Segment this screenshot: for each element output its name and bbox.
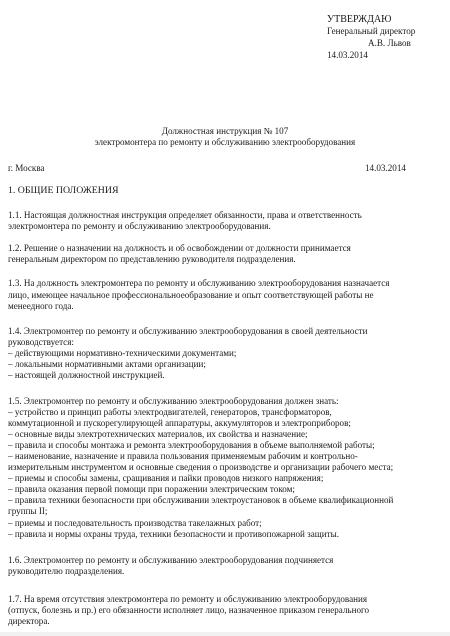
- approval-position: Генеральный директор: [327, 26, 416, 36]
- paragraph-line: 1.1. Настоящая должностная инструкция определяет обязанности, права и ответственность: [8, 210, 362, 220]
- list-item: – устройство и принцип работы электродвигателей, генераторов, трансформаторов,: [8, 407, 332, 417]
- list-item: – наименование, назначение и правила пользования применяемым рабочим и контрольно-: [8, 451, 358, 461]
- list-item: – правила техники безопасности при обслуживании электроустановок в объеме квалификационной: [8, 495, 394, 505]
- place: г. Москва: [8, 163, 45, 173]
- list-item: – приемы и способы замены, сращивания и пайки проводов низкого напряжения;: [8, 473, 324, 483]
- list-item: – локальными нормативными актами организации;: [8, 359, 206, 369]
- approval-date: 14.03.2014: [327, 50, 368, 60]
- list-item: – приемы и последовательность производства такелажных работ;: [8, 518, 262, 528]
- list-item: группы II;: [8, 506, 48, 516]
- paragraph-line: менеедного года.: [8, 301, 74, 311]
- paragraph-line: электромонтера по ремонту и обслуживанию электрооборудования.: [8, 221, 271, 231]
- paragraph-line: руководствуется:: [8, 337, 74, 347]
- list-item: – настоящей должностной инструкцией.: [8, 370, 165, 380]
- paragraph-line: 1.5. Электромонтер по ремонту и обслуживанию электрооборудования должен знать:: [8, 396, 339, 406]
- doc-subtitle: электромонтера по ремонту и обслуживанию электрооборудования: [94, 137, 356, 147]
- list-item: измерительным инструментом и основные сведения о производстве и организации рабочего места;: [8, 462, 394, 472]
- list-item: коммутационной и пускорегулирующей аппаратуры, аккумуляторов и электроприборов;: [8, 418, 351, 428]
- list-item: – действующими нормативно-техническими документами;: [8, 348, 237, 358]
- doc-title: Должностная инструкция № 107: [161, 126, 289, 136]
- paragraph-line: 1.2. Решение о назначении на должность и об освобождении от должности принимается: [8, 243, 351, 253]
- approval-heading: УТВЕРЖДАЮ: [327, 14, 392, 25]
- paragraph-line: 1.7. На время отсутствия электромонтера по ремонту и обслуживанию электрооборудования: [8, 594, 368, 604]
- list-item: – основные виды электротехнических материалов, их свойства и назначение;: [8, 429, 308, 439]
- paragraph-line: директора.: [8, 616, 50, 626]
- section-heading: 1. ОБЩИЕ ПОЛОЖЕНИЯ: [8, 185, 119, 196]
- paragraph-line: 1.4. Электромонтер по ремонту и обслуживанию электрооборудования в своей деятельности: [8, 326, 368, 336]
- approval-name: А.В. Львов: [368, 38, 411, 48]
- list-item: – правила и нормы охраны труда, техники безопасности и противопожарной защиты.: [8, 529, 340, 539]
- paragraph-line: генеральным директором по представлению руководителя подразделения.: [8, 254, 296, 264]
- list-item: – правила и способы монтажа и ремонта электрооборудования в объеме выполняемой работы;: [8, 440, 375, 450]
- paragraph-line: руководителю подразделения.: [8, 566, 125, 576]
- paragraph-line: лицо, имеющее начальное профессиональноеобразование и опыт соответствующей работы не: [8, 290, 374, 300]
- paragraph-line: 1.6. Электромонтер по ремонту и обслуживанию электрооборудования подчиняется: [8, 555, 334, 565]
- date: 14.03.2014: [365, 163, 406, 173]
- paragraph-line: (отпуск, болезнь и пр.) его обязанности исполняет лицо, назначенное приказом генерального: [8, 605, 370, 615]
- list-item: – правила оказания первой помощи при поражении электрическим током;: [8, 484, 295, 494]
- page-bottom-edge: [0, 632, 450, 636]
- paragraph-line: 1.3. На должность электромонтера по ремонту и обслуживанию электрооборудования назначается: [8, 278, 390, 288]
